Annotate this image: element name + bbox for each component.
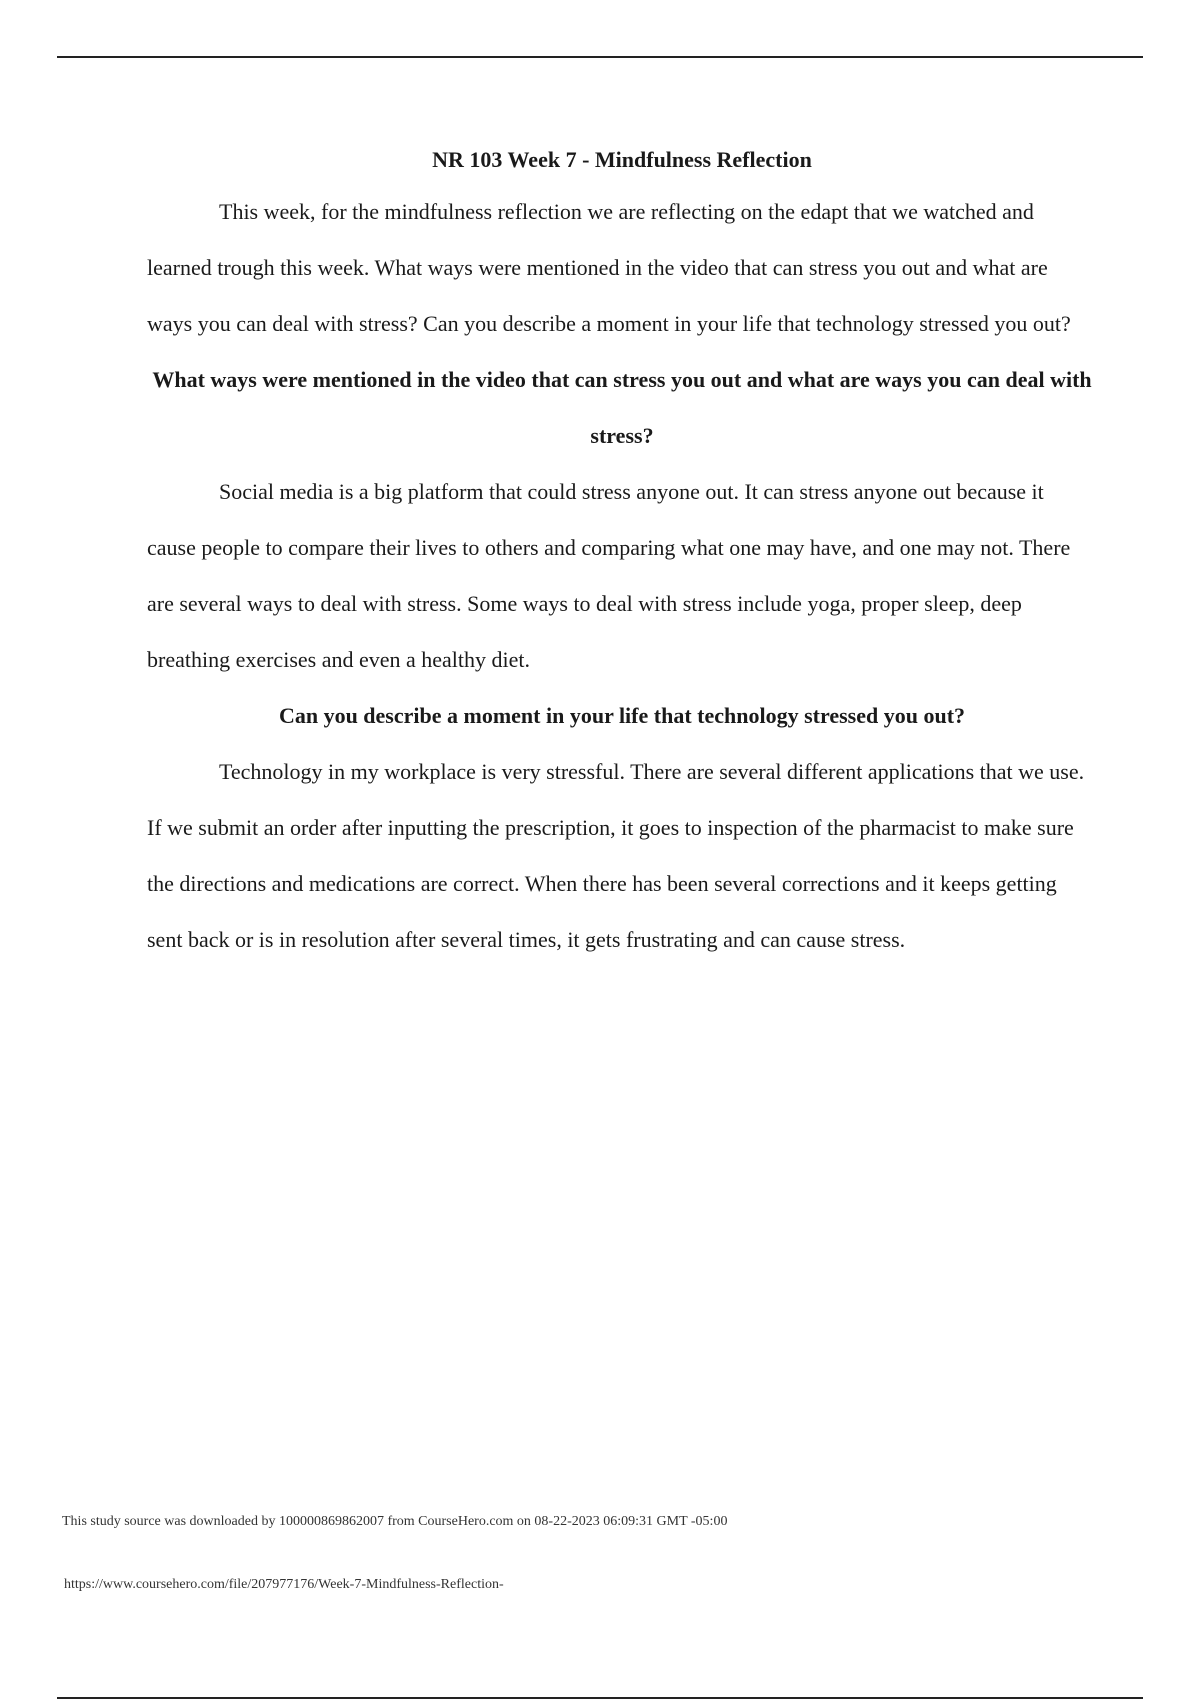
- answer-paragraph-1: Social media is a big platform that could stress anyone out. It can stress anyone out because it cause people to compare their lives to others and comparing what one may have, and one may not. There are several ways to deal with stress. Some ways to deal with stress include yoga, proper sleep, deep breathing exercises and even a healthy diet.: [147, 479, 1071, 672]
- answer-paragraph-2: Technology in my workplace is very stressful. There are several different applications that we use. If we submit an order after inputting the prescription, it goes to inspection of the pharmacist to make sure the directions and medications are correct. When there has been several corrections and it keeps getting sent back or is in resolution after several times, it gets frustrating and can cause stress.: [147, 759, 1085, 952]
- question-heading-2: Can you describe a moment in your life that technology stressed you out?: [278, 703, 966, 728]
- source-url-link[interactable]: https://www.coursehero.com/file/207977176/Week-7-Mindfulness-Reflection-: [64, 1577, 504, 1592]
- question-heading-1: What ways were mentioned in the video that can stress you out and what are ways you can deal with stress?: [152, 367, 1092, 448]
- top-rule: [57, 56, 1143, 58]
- bottom-rule: [57, 1697, 1143, 1699]
- intro-paragraph: This week, for the mindfulness reflection we are reflecting on the edapt that we watched and learned trough this week. What ways were mentioned in the video that can stress you out and what are ways you can deal with stress? Can you describe a moment in your life that technology stressed you out?: [147, 199, 1071, 336]
- document-body: [147, 140, 1097, 968]
- document-title: NR 103 Week 7 - Mindfulness Reflection: [432, 147, 812, 172]
- download-note: This study source was downloaded by 100000869862007 from CourseHero.com on 08-22-2023 06:09:31 GMT -05:00: [62, 1514, 728, 1529]
